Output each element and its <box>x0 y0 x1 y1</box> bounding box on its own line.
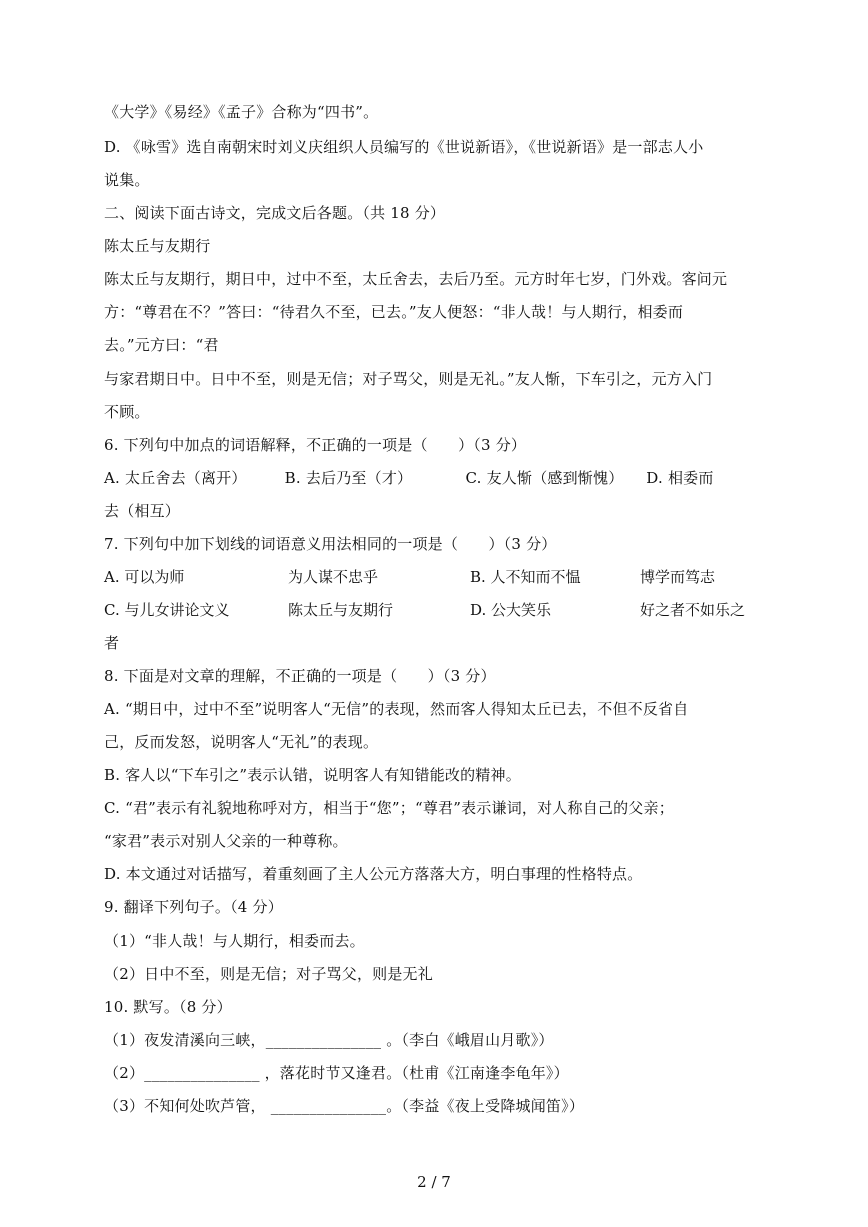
q8-option-c: C. “君”表示有礼貌地称呼对方，相当于“您”；“尊君”表示谦词，对人称自己的父亲； <box>104 799 674 817</box>
q8-option-d: D. 本文通过对话描写，着重刻画了主人公元方落落大方，明白事理的性格特点。 <box>104 865 643 883</box>
q8-option-b: B. 客人以“下车引之”表示认错，说明客人有知错能改的精神。 <box>104 766 521 784</box>
question-10: 10. 默写。（8 分） <box>104 998 232 1016</box>
q7-option-b-pair: 博学而笃志 <box>640 568 716 586</box>
question-8: 8. 下面是对文章的理解，不正确的一项是（ ）（3 分） <box>104 667 496 685</box>
q7-option-b: B. 人不知而不愠 <box>470 568 581 586</box>
q10-item-1: （1）夜发清溪向三峡，_______________ 。（李白《峨眉山月歌》） <box>104 1031 554 1049</box>
question-6-options-cont: 去（相互） <box>104 502 181 520</box>
q7-option-a-pair: 为人谋不忠乎 <box>288 568 379 586</box>
text-line: 《大学》《易经》《孟子》合称为“四书”。 <box>104 103 379 121</box>
q7-option-a: A. 可以为师 <box>104 568 185 586</box>
section-heading: 二、阅读下面古诗文，完成文后各题。（共 18 分） <box>104 204 446 222</box>
passage-line: 不顾。 <box>104 403 150 421</box>
passage-line: 陈太丘与友期行，期日中，过中不至，太丘舍去，去后乃至。元方时年七岁，门外戏。客问元 <box>104 270 728 288</box>
q8-option-a: A. “期日中，过中不至”说明客人“无信”的表现，然而客人得知太丘已去，不但不反省自 <box>104 700 689 718</box>
q7-option-d: D. 公大笑乐 <box>470 601 552 619</box>
question-6-options: A. 太丘舍去（离开） B. 去后乃至（才） C. 友人惭（感到惭愧） D. 相委而 <box>104 469 714 487</box>
q9-sentence-2: （2）日中不至，则是无信；对子骂父，则是无礼 <box>104 965 433 983</box>
page-number: 2 / 7 <box>417 1173 451 1191</box>
passage-line: 去。”元方曰：“君 <box>104 336 219 354</box>
text-line: D. 《咏雪》选自南朝宋时刘义庆组织人员编写的《世说新语》，《世说新语》是一部志人小 <box>104 138 704 156</box>
passage-line: 与家君期日中。日中不至，则是无信；对子骂父，则是无礼。”友人惭，下车引之，元方入门 <box>104 370 713 388</box>
q10-item-2: （2）_______________ ，落花时节又逢君。（杜甫《江南逢李龟年》） <box>104 1064 569 1082</box>
q7-option-c: C. 与儿女讲论文义 <box>104 601 230 619</box>
passage-line: 方：“尊君在不？”答曰：“待君久不至，已去。”友人便怒：“非人哉！与人期行，相委而 <box>104 303 684 321</box>
q8-option-c-cont: “家君”表示对别人父亲的一种尊称。 <box>104 832 348 850</box>
text-line: 说集。 <box>104 171 150 189</box>
q7-option-d-cont: 者 <box>104 634 120 652</box>
q10-item-3: （3）不知何处吹芦管， _______________。（李益《夜上受降城闻笛》） <box>104 1097 585 1115</box>
passage-title: 陈太丘与友期行 <box>104 237 211 255</box>
q7-option-c-pair: 陈太丘与友期行 <box>288 601 394 619</box>
question-6: 6. 下列句中加点的词语解释，不正确的一项是（ ）（3 分） <box>104 436 527 454</box>
question-9: 9. 翻译下列句子。（4 分） <box>104 898 283 916</box>
q9-sentence-1: （1）“非人哉！与人期行，相委而去。 <box>104 932 365 950</box>
question-7: 7. 下列句中加下划线的词语意义用法相同的一项是（ ）（3 分） <box>104 535 557 553</box>
q7-option-d-pair: 好之者不如乐之 <box>640 601 746 619</box>
q8-option-a-cont: 己，反而发怒，说明客人“无礼”的表现。 <box>104 733 379 751</box>
